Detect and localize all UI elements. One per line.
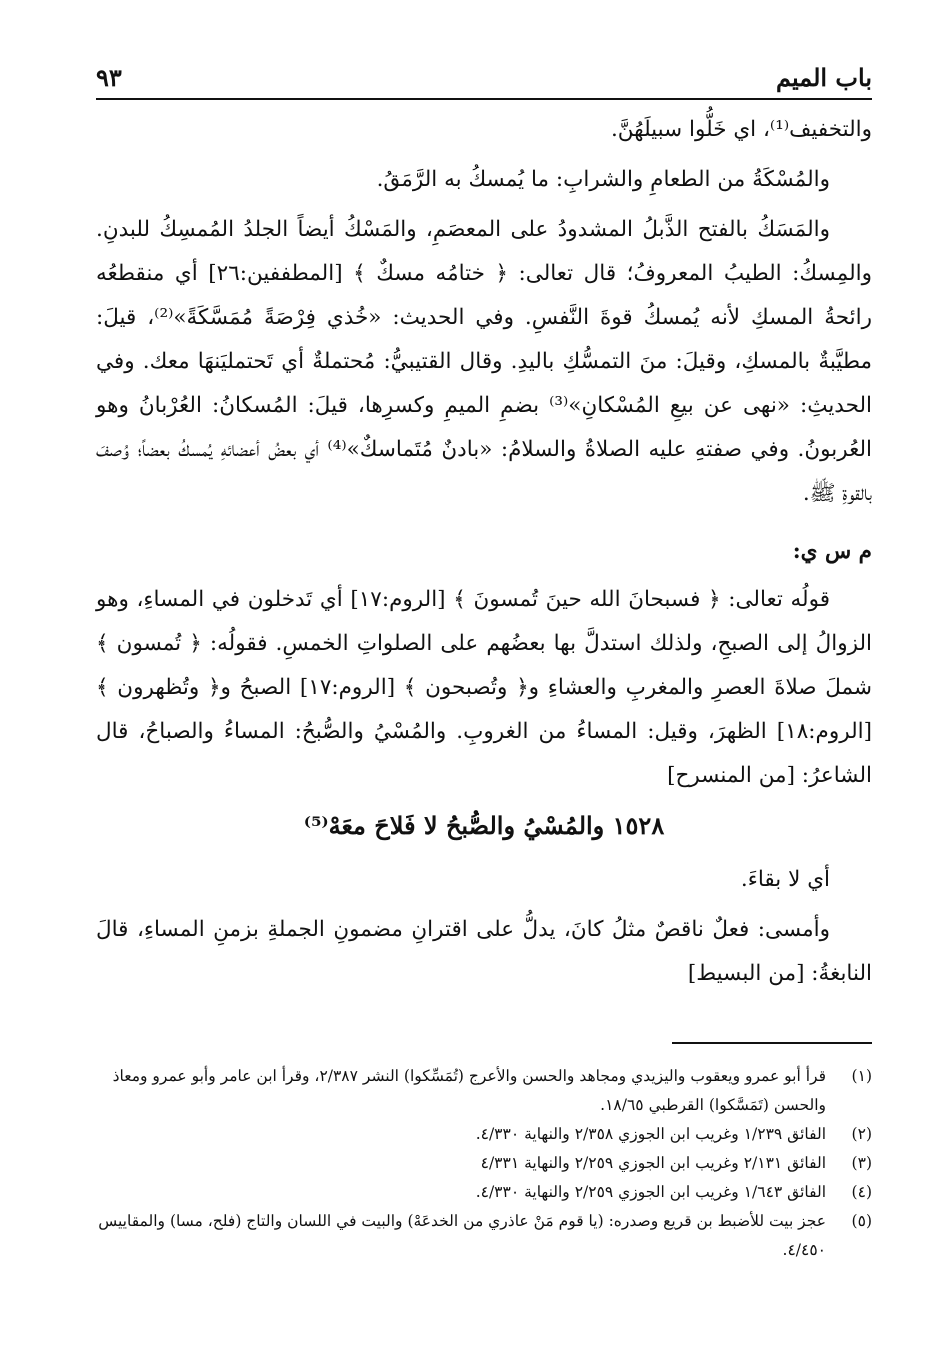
footnote-text: الفائق ١/٦٤٣ وغريب ابن الجوزي ٢/٢٥٩ والنهاية ٤/٣٣٠.: [475, 1183, 826, 1201]
footnote: [96, 1149, 872, 1178]
footnote: [96, 1207, 872, 1265]
footnote-separator: [672, 1042, 872, 1044]
footnote-number: (٤): [851, 1183, 872, 1201]
paragraph: وأمسى: فعلٌ ناقصٌ مثلُ كانَ، يدلُّ على اقترانِ مضمونِ الجملةِ بزمنِ المساءِ، قالَ النابغةُ: [من البسيط]: [96, 917, 872, 986]
running-header: [96, 52, 872, 100]
footnote-number: (١): [851, 1067, 872, 1085]
root-heading: م س ي:: [792, 539, 872, 564]
footnote-number: (٥): [851, 1212, 872, 1230]
paragraph: والتخفيف⁽¹⁾، اي خَلُّوا سبيلَهُنَّ.: [610, 117, 872, 142]
footnote-text: الفائق ١/٢٣٩ وغريب ابن الجوزي ٢/٣٥٨ والنهاية ٤/٣٣٠.: [475, 1125, 826, 1143]
paragraph: أي لا بقاءَ.: [740, 867, 830, 892]
footnote-text: عجز بيت للأضبط بن قريع وصدره: (يا قوم مَنْ عاذري من الخدعَهْ) والبيت في اللسان والتاج (فلح، مسا) والمقاييس ٤/٤٥٠.: [98, 1212, 826, 1259]
footnote-text: قرأ أبو عمرو ويعقوب واليزيدي ومجاهد والحسن والأعرج (تُمَسِّكوا) النشر ٢/٣٨٧، وقرأ ابن عامر وأبو عمرو ومعاذ والحسن (تَمَسَّكوا) القرطبي ١٨/٦٥.: [112, 1067, 826, 1114]
footnote: [96, 1178, 872, 1207]
verse-line: ١٥٢٨ والمُسْيُ والصُّبحُ لا فَلاحَ معَهْ⁽⁵⁾: [303, 811, 665, 840]
footnotes: [96, 1062, 872, 1265]
chapter-title: باب الميم: [775, 63, 872, 92]
main-text: [96, 108, 872, 996]
page: [96, 52, 872, 1265]
page-number: ٩٣: [96, 63, 122, 92]
footnote: [96, 1120, 872, 1149]
paragraph: قولُه تعالى: ﴿ فسبحانَ الله حينَ تُمسونَ ﴾ [الروم:١٧] أي تَدخلون في المساءِ، وهو الزوالُ إلى الصبحِ، ولذلك استدلَّ بها بعضُهم على الصلواتِ الخمسِ. فقولُه: ﴿ تُمسون ﴾ شملَ صلاةَ العصرِ والمغربِ والعشاءِ و﴿ وتُصبحون ﴾ [الروم:١٧] الصبحُ و﴿ وتُظهرون ﴾ [الروم:١٨] الظهرَ، وقيل: المساءُ من الغروبِ. والمُسْيُ والصُّبحُ: المساءُ والصباحُ، قال الشاعرُ: [من المنسرح]: [96, 587, 872, 788]
paragraph: والمَسَكُ بالفتح الذَّبلُ المشدودُ على المعصَمِ، والمَسْكُ أيضاً الجلدُ المُمسِكُ للبدنِ. والمِسكُ: الطيبُ المعروفُ؛ قال تعالى: ﴿ ختامُه مسكٌ ﴾ [المطففين:٢٦] أي منقطعُه رائحةُ المسكِ لأنه يُمسكُ قوةَ النَّفسِ. وفي الحديث: «خُذي فِرْصَةً مُمَسَّكَةً»⁽²⁾، قيلَ: مطيَّبةٌ بالمسكِ، وقيلَ: منَ التمسُّكِ باليدِ. وقال القتيبيُّ: مُحتملةٌ أي تَحتمليَنهَا معك. وفي الحديثِ: «نهى عن بيعِ المُسْكانِ»⁽³⁾ بضمِ الميمِ وكسرِها، قيلَ: المُسكانُ: العُرْبانُ وهو العُربونُ. وفي صفتهِ عليه الصلاةُ والسلامُ: «بادنٌ مُتَماسكٌ»⁽⁴⁾ أي بعضُ أعضائهِ يُمسكُ بعضاً؛ وُصفَ بالقوةِ ﷺ.: [96, 217, 873, 506]
paragraph: والمُسْكَةُ من الطعامِ والشرابِ: ما يُمسكُ به الرَّمَقُ.: [376, 167, 830, 192]
footnote-number: (٢): [851, 1125, 872, 1143]
footnote-text: الفائق ٢/١٣١ وغريب ابن الجوزي ٢/٢٥٩ والنهاية ٤/٣٣١: [480, 1154, 826, 1172]
footnote-number: (٣): [851, 1154, 872, 1172]
footnote: [96, 1062, 872, 1120]
